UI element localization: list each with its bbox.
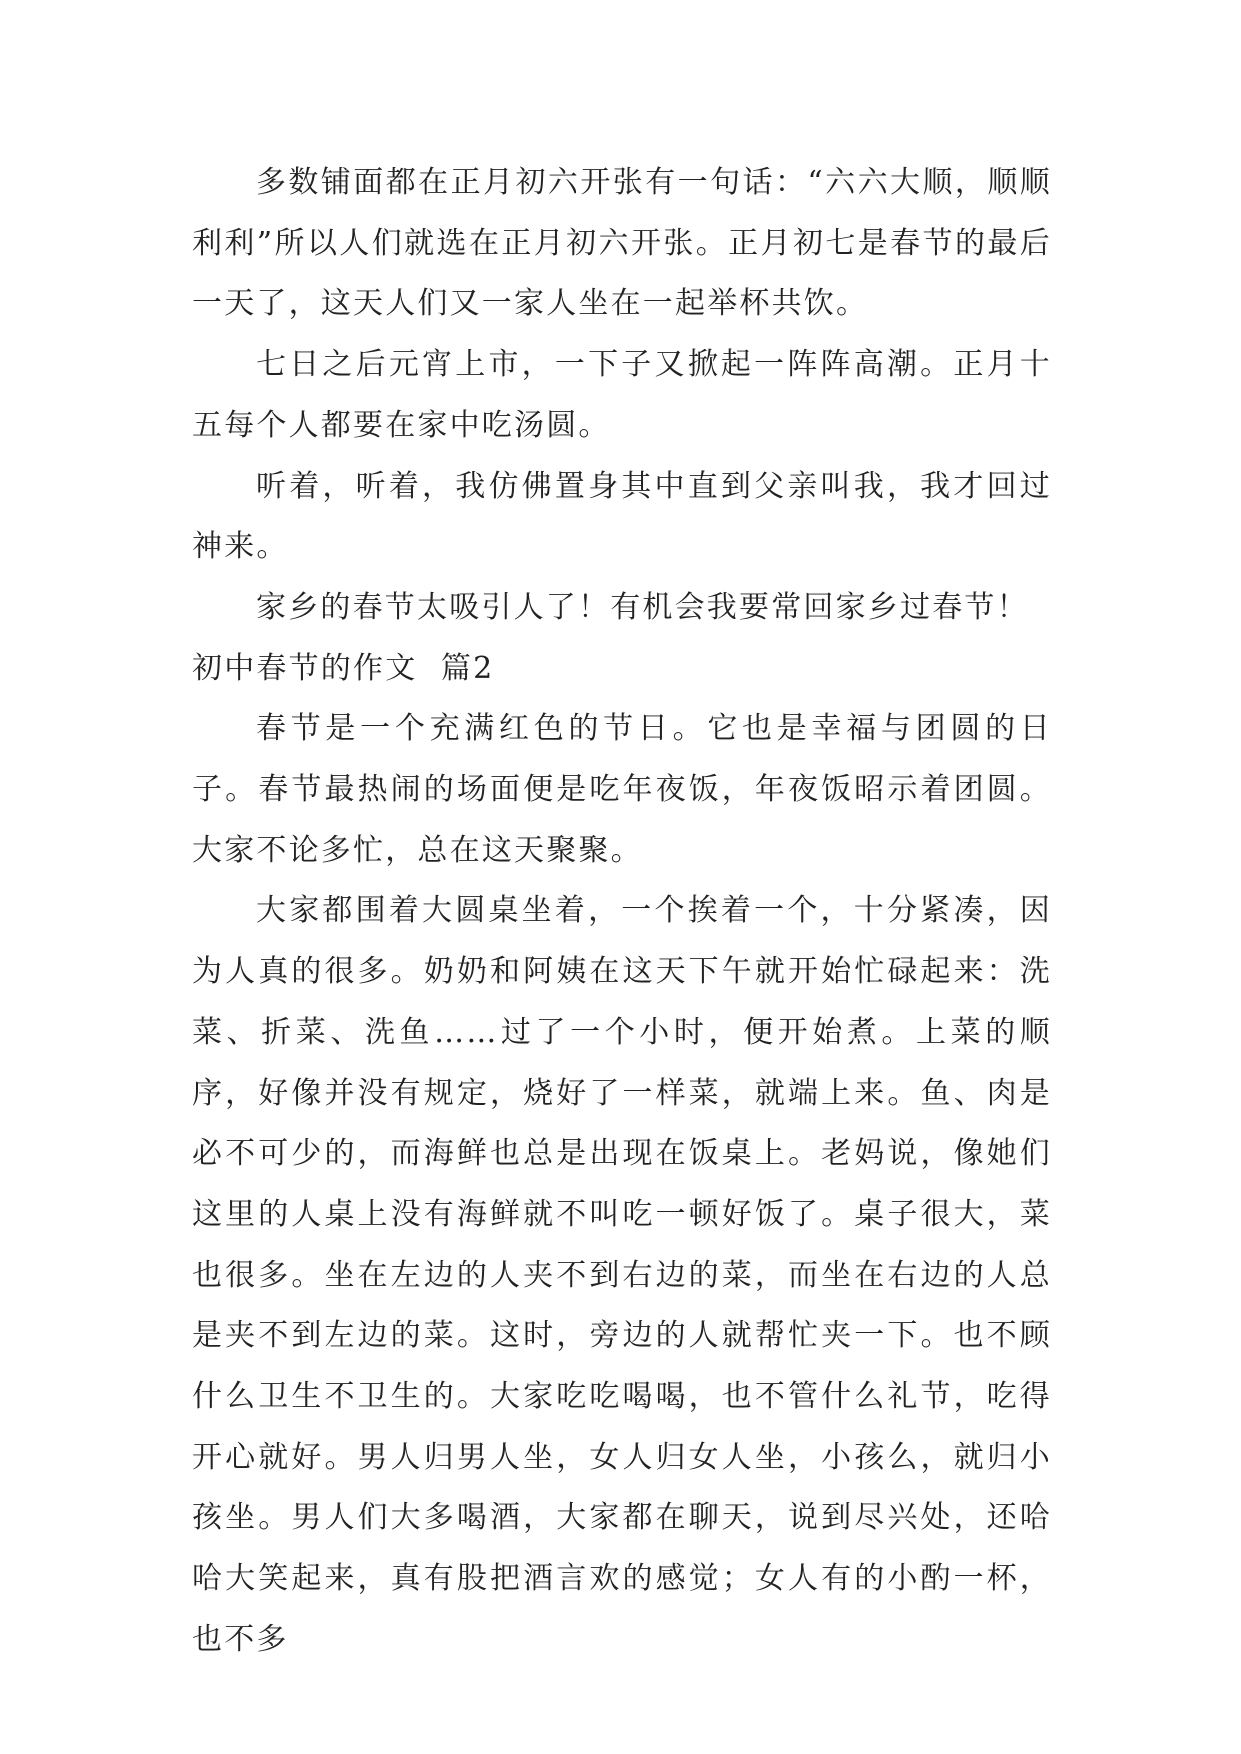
paragraph-new-year-dinner: 春节是一个充满红色的节日。它也是幸福与团圆的日子。春节最热闹的场面便是吃年夜饭，年夜饭昭示着团圆。大家不论多忙，总在这天聚聚。 bbox=[192, 711, 1052, 868]
paragraph-shop-opening: 多数铺面都在正月初六开张有一句话：“六六大顺，顺顺利利”所以人们就选在正月初六开张。正月初七是春节的最后一天了，这天人们又一家人坐在一起举杯共饮。 bbox=[192, 165, 1052, 322]
paragraph-listening: 听着，听着，我仿佛置身其中直到父亲叫我，我才回过神来。 bbox=[192, 468, 1052, 565]
paragraph-lantern-festival: 七日之后元宵上市，一下子又掀起一阵阵高潮。正月十五每个人都要在家中吃汤圆。 bbox=[192, 347, 1052, 443]
section-heading: 初中春节的作文 篇2 bbox=[192, 650, 495, 686]
paragraph-hometown: 家乡的春节太吸引人了！有机会我要常回家乡过春节！ bbox=[256, 589, 1029, 625]
document-body bbox=[192, 153, 1052, 1671]
paragraph-round-table: 大家都围着大圆桌坐着，一个挨着一个，十分紧凑，因为人真的很多。奶奶和阿姨在这天下午就开始忙碌起来：洗菜、折菜、洗鱼……过了一个小时，便开始煮。上菜的顺序，好像并没有规定，烧好了一样菜，就端上来。鱼、肉是必不可少的，而海鲜也总是出现在饭桌上。老妈说，像她们这里的人桌上没有海鲜就不叫吃一顿好饭了。桌子很大，菜也很多。坐在左边的人夹不到右边的菜，而坐在右边的人总是夹不到左边的菜。这时，旁边的人就帮忙夹一下。也不顾什么卫生不卫生的。大家吃吃喝喝，也不管什么礼节，吃得开心就好。男人归男人坐，女人归女人坐，小孩么，就归小孩坐。男人们大多喝酒，大家都在聊天，说到尽兴处，还哈哈大笑起来，真有股把酒言欢的感觉；女人有的小酌一杯，也不多 bbox=[192, 893, 1052, 1657]
